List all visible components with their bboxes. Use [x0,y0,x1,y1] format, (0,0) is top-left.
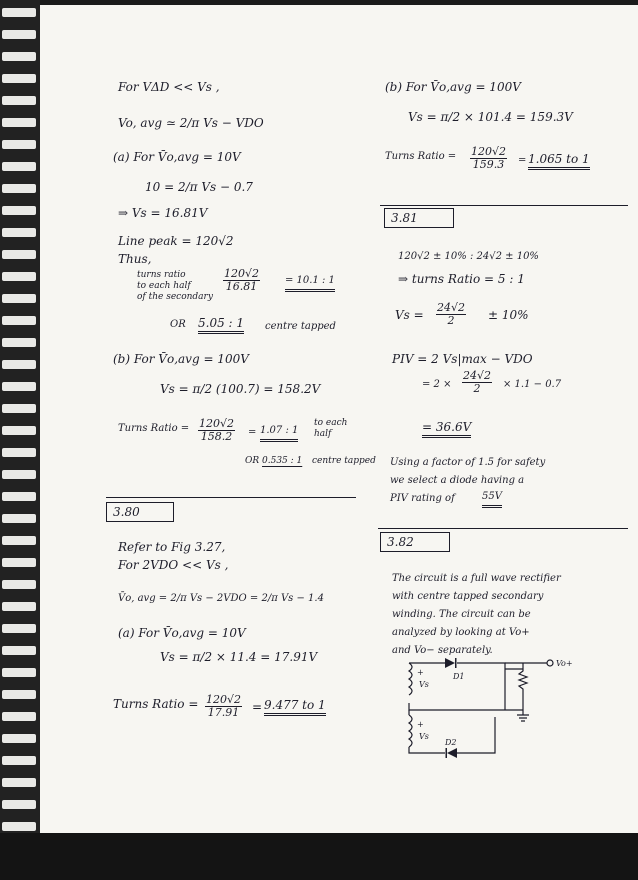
circuit-text-2: with centre tapped secondary [392,591,544,602]
part-b-turns-result: 1.07 : 1 [260,424,298,442]
right-turns-numerator: 120√2 [471,145,507,158]
piv-result: = 36.6V [422,420,471,438]
part-c-turns-numerator: 120√2 [206,693,242,706]
right-turns-label: Turns Ratio = [385,151,457,162]
part-a-equation-1: 10 = 2/π Vs − 0.7 [145,180,253,194]
section-3-82: 3.82 [380,532,450,552]
part-c-turns-denominator: 17.91 [207,706,240,719]
piv-equation-2-suffix: × 1.1 − 0.7 [503,379,562,390]
turns-ratio-numerator: 120√2 [224,267,260,280]
vs-label: Vs = [395,308,424,322]
diode-d2-icon [447,748,457,758]
equals-sign-3: = [518,155,527,166]
secondary-coil-lower [409,715,412,747]
vs-tolerance: ± 10% [488,308,529,322]
part-b-equation: Vs = π/2 (100.7) = 158.2V [160,382,321,396]
label-vo-plus: Vo+ [556,659,573,668]
part-b-or-note: centre tapped [312,456,376,466]
equals-sign: = [248,427,257,438]
label-plus-upper: + [417,668,424,677]
part-b-turns-numerator: 120√2 [199,417,235,430]
part-c-heading: (a) For V̄o,avg = 10V [118,626,246,640]
load-resistor [519,663,527,710]
right-part-b-heading: (b) For V̄o,avg = 100V [385,80,521,94]
intro-line: For VΔD << Vs , [118,80,220,94]
or-value: 5.05 : 1 [198,316,244,334]
safety-line-2: we select a diode having a [390,475,525,486]
circuit-text-1: The circuit is a full wave rectifier [392,573,561,584]
piv-rating-value: 55V [482,490,502,508]
part-b-or-label: OR [245,456,260,466]
tolerance-line: 120√2 ± 10% : 24√2 ± 10% [398,251,539,262]
for-2vdo-line: For 2VDO << Vs , [118,558,229,572]
output-terminal [547,660,553,666]
vs-fraction [436,302,466,327]
label-d1: D1 [453,672,465,681]
part-a-heading: (a) For V̄o,avg = 10V [113,150,241,164]
part-b-turns-fraction [198,418,235,443]
part-c-turns-result: 9.477 to 1 [264,698,326,716]
part-c-turns-label: Turns Ratio = [113,697,199,711]
label-d2: D2 [445,738,457,747]
rectifier-circuit-diagram [395,655,580,760]
right-turns-denominator: 159.3 [472,158,505,171]
label-vs-upper: Vs [419,680,429,689]
circuit-text-4: analyzed by looking at Vo+ [392,627,530,638]
spiral-binding [0,0,40,880]
vo-avg-equation: Vo, avg ≃ 2/π Vs − VDO [118,116,264,130]
piv-equation: PIV = 2 Vs|max − VDO [392,352,533,366]
turns-ratio-result: = 10.1 : 1 [285,274,335,292]
part-b-turns-label: Turns Ratio = [118,423,190,434]
part-a-equation-2: ⇒ Vs = 16.81V [118,206,208,220]
section-3-81: 3.81 [384,208,454,228]
safety-line-1: Using a factor of 1.5 for safety [390,457,546,468]
turns-ratio-label: turns ratio to each half of the secondary [137,270,213,302]
turns-ratio-5-1: ⇒ turns Ratio = 5 : 1 [398,272,525,286]
circuit-text-5: and Vo− separately. [392,645,493,656]
piv-denominator: 2 [473,382,481,395]
label-vs-lower: Vs [419,732,429,741]
label-plus-lower: + [417,720,424,729]
line-peak: Line peak = 120√2 [118,234,234,248]
vs-denominator: 2 [447,314,455,327]
thus-label: Thus, [118,252,152,266]
vs-numerator: 24√2 [437,301,466,314]
secondary-coil-upper [409,663,412,695]
part-b-or-value: 0.535 : 1 [262,456,303,466]
right-part-b-equation: Vs = π/2 × 101.4 = 159.3V [408,110,573,124]
part-b-heading: (b) For V̄o,avg = 100V [113,352,249,366]
safety-line-3: PIV rating of [390,493,455,504]
right-turns-fraction [470,146,507,171]
or-label: OR [170,319,186,330]
section-3-80: 3.80 [106,502,174,522]
right-turns-result: 1.065 to 1 [528,152,590,170]
equals-sign-2: = [252,700,263,714]
ground-symbol [517,710,529,721]
diode-d1-icon [445,658,455,668]
section-divider-left [106,497,356,498]
section-divider-right-1 [380,205,628,206]
piv-fraction [462,370,492,395]
part-b-turns-note: to each half [314,418,348,439]
part-b-turns-denominator: 158.2 [200,430,233,443]
section-divider-right-2 [378,528,628,529]
circuit-text-3: winding. The circuit can be [392,609,531,620]
turns-ratio-fraction [223,268,260,293]
part-c-equation: Vs = π/2 × 11.4 = 17.91V [160,650,318,664]
page-bottom-edge [0,833,638,880]
turns-ratio-denominator: 16.81 [225,280,258,293]
vo-avg-equation-2: V̄o, avg = 2/π Vs − 2VDO = 2/π Vs − 1.4 [118,593,324,604]
or-note: centre tapped [265,321,336,332]
piv-numerator: 24√2 [463,369,492,382]
piv-equation-2-prefix: = 2 × [422,379,452,390]
refer-line: Refer to Fig 3.27, [118,540,226,554]
part-c-turns-fraction [205,694,242,719]
